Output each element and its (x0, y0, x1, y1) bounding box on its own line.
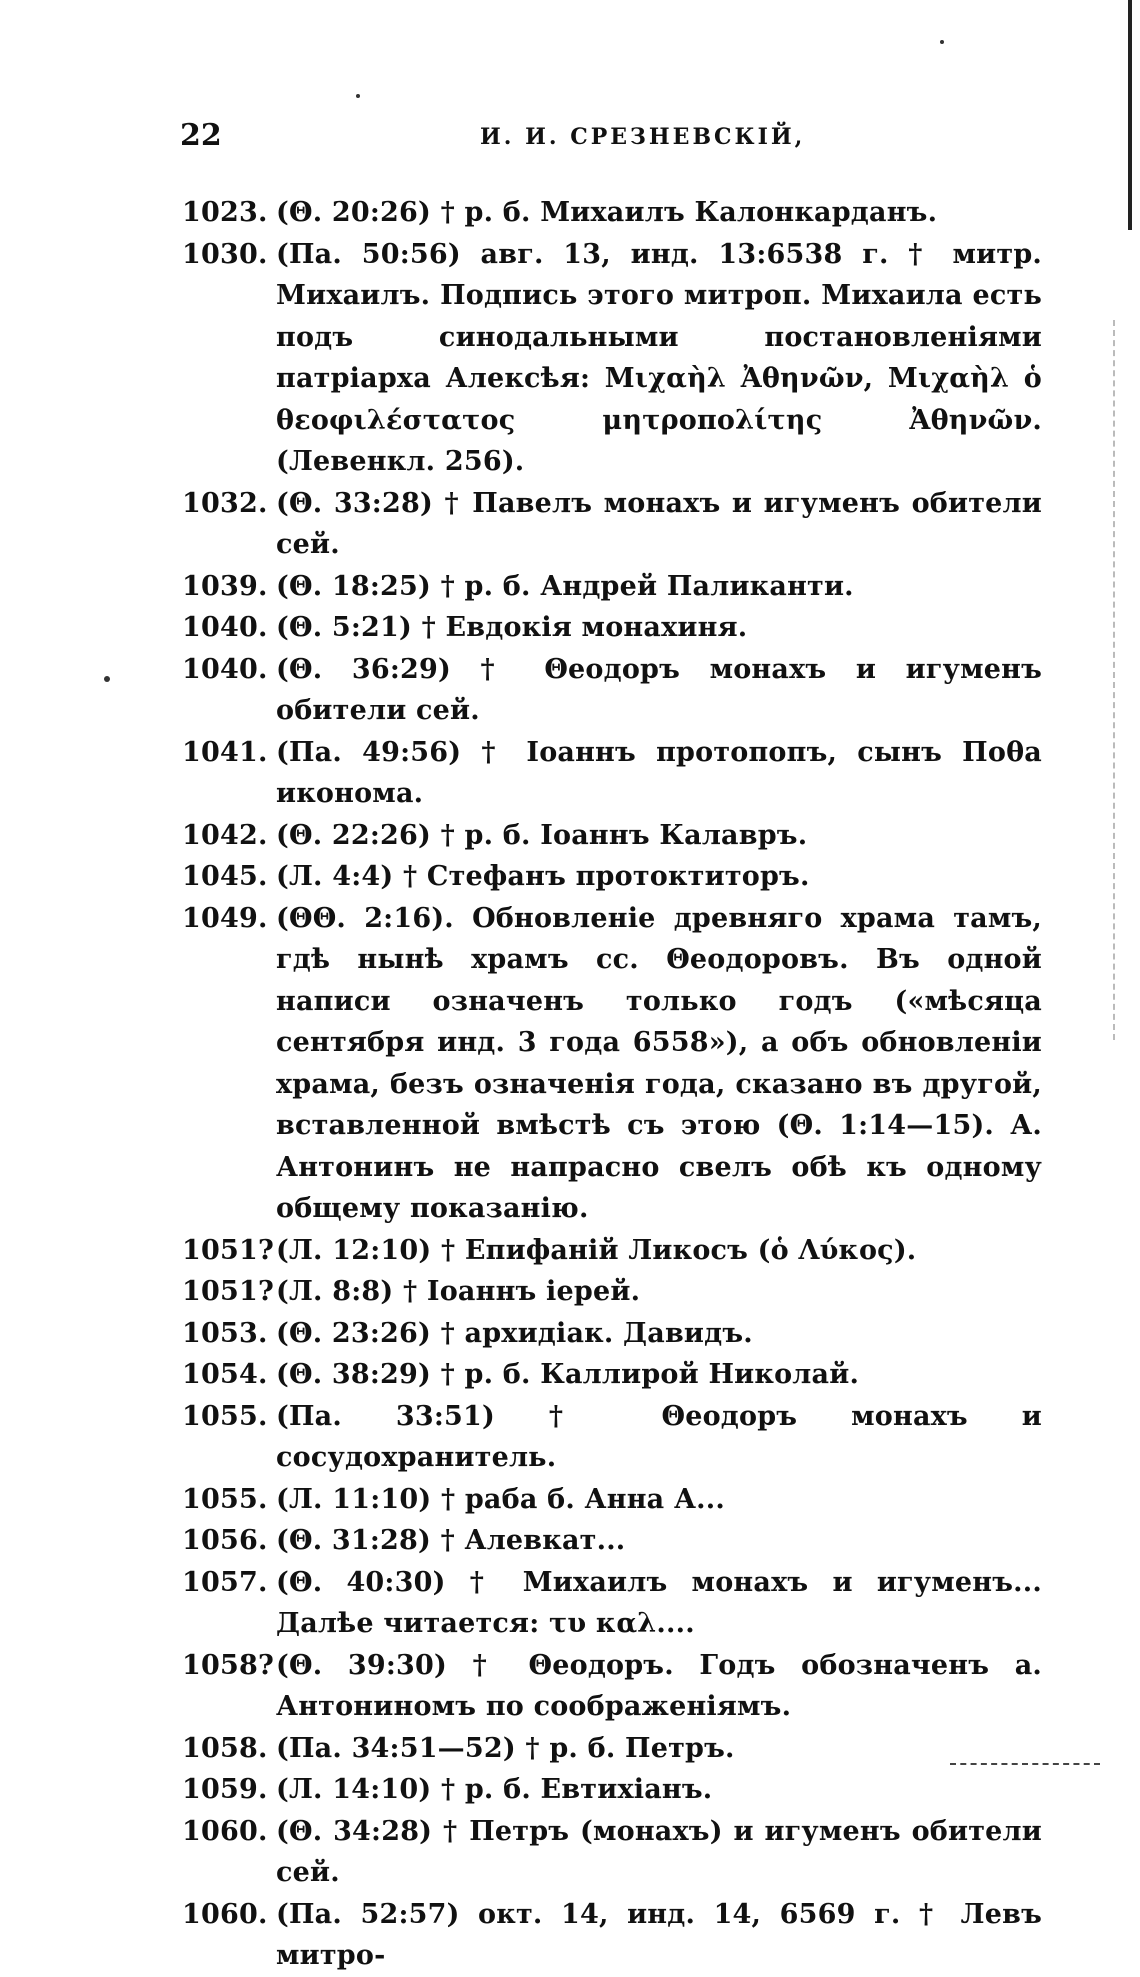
inscription-entry (182, 1479, 1042, 1521)
inscription-entry (182, 815, 1042, 857)
inscription-entry (182, 1313, 1042, 1355)
entry-text (276, 1396, 1042, 1479)
entry-year: 1058. (182, 1732, 268, 1764)
print-speck (104, 676, 110, 682)
entry-line: (Л. 4:4) † Стефанъ протоктиторъ. (276, 861, 810, 892)
inscription-entry (182, 856, 1042, 898)
inscription-entry (182, 566, 1042, 608)
entry-text (276, 607, 1042, 649)
entry-text (276, 1811, 1042, 1894)
entry-year: 1057. (182, 1566, 268, 1598)
entry-year: 1058? (182, 1649, 274, 1681)
entry-year: 1045. (182, 861, 268, 892)
page-header (180, 118, 1000, 158)
entry-year: 1039. (182, 570, 268, 602)
page-edge-rule (1128, 0, 1132, 230)
entry-line: (Θ. 18:25) † р. б. Андрей Паликанти. (276, 570, 854, 602)
entry-text (276, 1769, 1042, 1811)
print-speck (940, 40, 944, 44)
entry-line: (Л. 14:10) † р. б. Евтихіанъ. (276, 1774, 713, 1805)
entry-line: (Θ. 34:28) † Петръ (монахъ) и игуменъ обители сей. (276, 1815, 1042, 1888)
entry-year: 1055. (182, 1400, 268, 1432)
inscription-entry (182, 732, 1042, 815)
binding-shadow (1113, 320, 1116, 1040)
inscription-entry (182, 234, 1042, 483)
inscription-entry (182, 483, 1042, 566)
entry-line: (Θ. 5:21) † Евдокія монахиня. (276, 612, 748, 643)
entry-line: (Θ. 36:29) † Θеодоръ монахъ и игуменъ обители сей. (276, 653, 1042, 726)
entry-line: (Θ. 39:30) † Θеодоръ. Годъ обозначенъ а. Антониномъ по соображеніямъ. (276, 1649, 1042, 1722)
entry-line: (Θ. 40:30) † Михаилъ монахъ и игуменъ... Далѣе читается: τυ καλ.... (276, 1566, 1042, 1639)
entry-line: (Па. 34:51—52) † р. б. Петръ. (276, 1732, 735, 1764)
entry-year: 1049. (182, 902, 268, 934)
entry-line: (Θ. 23:26) † архидіак. Давидъ. (276, 1317, 753, 1349)
entry-year: 1040. (182, 653, 268, 685)
inscription-entry (182, 1894, 1042, 1977)
inscription-entry (182, 1562, 1042, 1645)
entry-line: (Θ. 20:26) † р. б. Михаилъ Калонкарданъ. (276, 197, 938, 228)
entry-year: 1056. (182, 1525, 268, 1556)
entry-year: 1060. (182, 1898, 268, 1930)
entry-line: (Па. 50:56) авг. 13, инд. 13:6538 г. † митр. Михаилъ. Подпись этого митроп. Михаила есть подъ синодальными постановленіями патріарха Алексѣя: Μιχαὴλ Ἀθηνῶν, Μιχαὴλ ὁ θεοφιλέστατος μητροπολίτης Ἀθηνῶν. (Левенкл. 256). (276, 238, 1042, 477)
entry-text (276, 898, 1042, 1230)
entry-year: 1051? (182, 1234, 274, 1266)
entry-text (276, 815, 1042, 857)
entry-text (276, 1479, 1042, 1521)
entry-line: (Θ. 33:28) † Павелъ монахъ и игуменъ обители сей. (276, 487, 1042, 560)
entry-line: (Па. 33:51) † Θеодоръ монахъ и сосудохранитель. (276, 1400, 1042, 1473)
inscription-entry (182, 607, 1042, 649)
entry-text (276, 1313, 1042, 1355)
bottom-rule (950, 1763, 1100, 1767)
entry-text (276, 1645, 1042, 1728)
entry-line: (Θ. 31:28) † Алевкат... (276, 1525, 626, 1556)
inscription-entry (182, 1230, 1042, 1272)
inscription-entry (182, 192, 1042, 234)
inscription-entry (182, 1811, 1042, 1894)
entry-year: 1054. (182, 1359, 268, 1390)
inscription-entry (182, 1271, 1042, 1313)
entry-year: 1060. (182, 1815, 268, 1847)
entry-line: (Па. 52:57) окт. 14, инд. 14, 6569 г. † Левъ митро- (276, 1898, 1042, 1971)
entry-year: 1055. (182, 1483, 268, 1515)
entry-year: 1051? (182, 1276, 274, 1307)
entry-line: (Л. 8:8) † Іоаннъ іерей. (276, 1276, 641, 1307)
inscription-list (182, 192, 1042, 1977)
page-number: 22 (180, 118, 222, 153)
entry-year: 1041. (182, 736, 268, 768)
entry-text (276, 1520, 1042, 1562)
inscription-entry (182, 898, 1042, 1230)
inscription-entry (182, 649, 1042, 732)
entry-text (276, 649, 1042, 732)
inscription-entry (182, 1354, 1042, 1396)
entry-year: 1040. (182, 612, 268, 643)
entry-text (276, 1271, 1042, 1313)
entry-text (276, 856, 1042, 898)
entry-text (276, 1230, 1042, 1272)
entry-text (276, 566, 1042, 608)
entry-year: 1042. (182, 819, 268, 851)
entry-line: (ΘΘ. 2:16). Обновленіе древняго храма тамъ, гдѣ нынѣ храмъ сс. Θеодоровъ. Въ одной написи означенъ только годъ («мѣсяца сентября инд. 3 года 6558»), а объ обновленіи храма, безъ означенія года, сказано въ другой, вставленной вмѣстѣ съ этою (Θ. 1:14—15). А. Антонинъ не напрасно свелъ обѣ къ одному общему показанію. (276, 902, 1042, 1224)
entry-text (276, 732, 1042, 815)
entry-year: 1030. (182, 238, 268, 270)
inscription-entry (182, 1769, 1042, 1811)
entry-line: (Л. 12:10) † Епифаній Ликосъ (ὁ Λύκος). (276, 1234, 917, 1266)
inscription-entry (182, 1645, 1042, 1728)
entry-line: (Па. 49:56) † Іоаннъ протопопъ, сынъ Поθа иконома. (276, 736, 1042, 809)
inscription-entry (182, 1520, 1042, 1562)
entry-line: (Θ. 22:26) † р. б. Іоаннъ Калавръ. (276, 819, 808, 851)
print-speck (356, 94, 360, 98)
entry-text (276, 234, 1042, 483)
running-head: И. И. СРЕЗНЕВСКІЙ, (480, 124, 806, 150)
entry-text (276, 1894, 1042, 1977)
entry-line: (Л. 11:10) † раба б. Анна А... (276, 1483, 725, 1515)
entry-text (276, 483, 1042, 566)
entry-year: 1032. (182, 487, 268, 519)
entry-year: 1023. (182, 197, 268, 228)
entry-line: (Θ. 38:29) † р. б. Каллирой Николай. (276, 1359, 860, 1390)
entry-text (276, 1728, 1042, 1770)
inscription-entry (182, 1728, 1042, 1770)
entry-text (276, 1354, 1042, 1396)
entry-text (276, 192, 1042, 234)
entry-year: 1053. (182, 1317, 268, 1349)
inscription-entry (182, 1396, 1042, 1479)
entry-text (276, 1562, 1042, 1645)
entry-year: 1059. (182, 1774, 268, 1805)
